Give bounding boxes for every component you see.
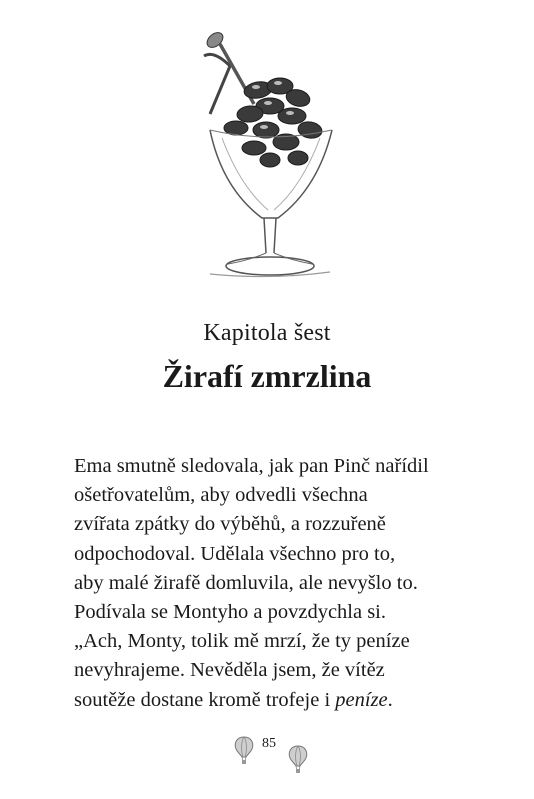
- text-line: nevyhrajeme. Nevěděla jsem, že vítěz: [74, 659, 385, 682]
- text-line: ošetřovatelům, aby odvedli všechna: [74, 484, 368, 507]
- body-paragraph: [74, 452, 474, 715]
- text-line: Podívala se Montyho a povzdychla si.: [74, 601, 387, 624]
- chapter-title: Žirafí zmrzlina: [162, 358, 372, 394]
- text-segment-end: .: [387, 688, 393, 711]
- hot-air-balloon-icon: [233, 736, 255, 766]
- chapter-label: Kapitola šest: [203, 320, 331, 346]
- emphasis-word: peníze: [335, 688, 388, 711]
- text-line: odpochodoval. Udělala všechno pro to,: [74, 542, 396, 565]
- text-line-last: [74, 686, 474, 715]
- sundae-illustration: [170, 18, 370, 293]
- page-footer: [0, 730, 534, 775]
- ice-cream-sundae-icon: [170, 18, 370, 293]
- page-number: 85: [262, 736, 276, 751]
- hot-air-balloon-icon: [287, 745, 309, 775]
- text-line: Ema smutně sledovala, jak pan Pinč nařídil: [74, 455, 429, 477]
- text-segment: soutěže dostane kromě trofeje i: [74, 688, 336, 711]
- text-line: „Ach, Monty, tolik mě mrzí, že ty peníze: [74, 630, 410, 653]
- text-line: zvířata zpátky do výběhů, a rozzuřeně: [74, 513, 386, 536]
- text-line: aby malé žirafě domluvila, ale nevyšlo to.: [74, 571, 418, 594]
